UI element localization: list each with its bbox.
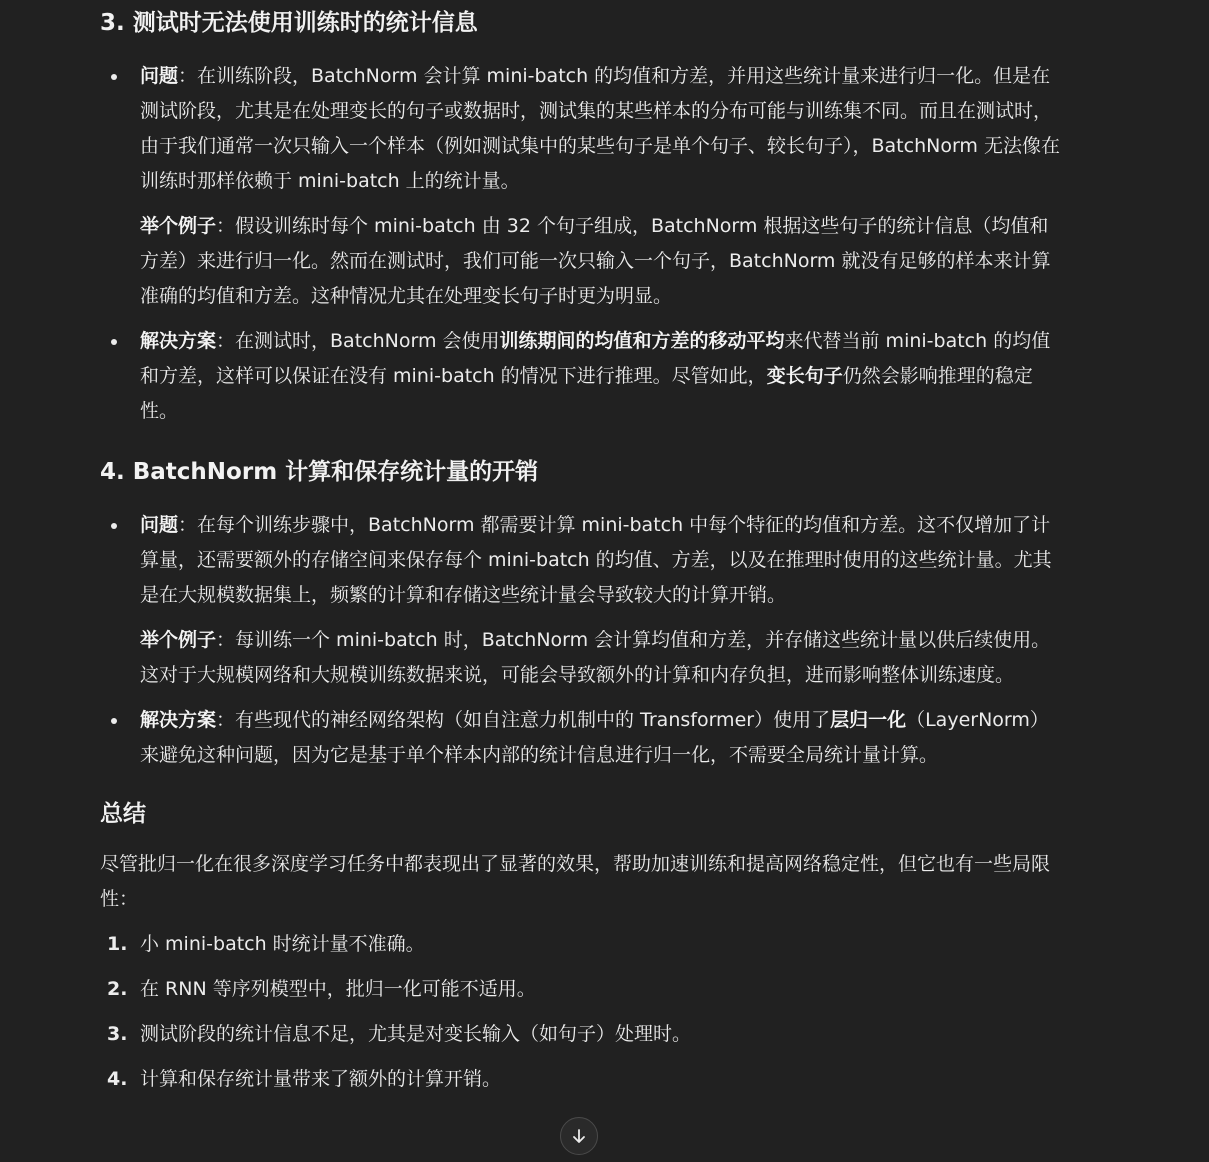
solution-label: 解决方案 xyxy=(140,709,217,731)
solution-bold-a: 训练期间的均值和方差的移动平均 xyxy=(499,330,785,352)
section-3-problem-paragraph xyxy=(140,59,1062,199)
section-4-solution-item xyxy=(100,703,1062,773)
list-number: 4. xyxy=(107,1068,128,1090)
example-text: ：每训练一个 mini-batch 时，BatchNorm 会计算均值和方差，并存储这些统计量以供后续使用。这对于大规模网络和大规模训练数据来说，可能会导致额外的计算和内存负担，进而影响整体训练速度。 xyxy=(140,629,1051,686)
problem-text: ：在每个训练步骤中，BatchNorm 都需要计算 mini-batch 中每个特征的均值和方差。这不仅增加了计算量，还需要额外的存储空间来保存每个 mini-batch 的均值、方差，以及在推理时使用的这些统计量。尤其是在大规模数据集上，频繁的计算和存储这些统计量会导致较大的计算开销。 xyxy=(140,514,1052,606)
list-item-text: 计算和保存统计量带来了额外的计算开销。 xyxy=(140,1068,502,1090)
example-text: ：假设训练时每个 mini-batch 由 32 个句子组成，BatchNorm 根据这些句子的统计信息（均值和方差）来进行归一化。然而在测试时，我们可能一次只输入一个句子，BatchNorm 就没有足够的样本来计算准确的均值和方差。这种情况尤其在处理变长句子时更为明显。 xyxy=(140,215,1051,307)
section-4-problem-item xyxy=(100,508,1062,693)
solution-text-b: 来代替当前 mini-batch 的均值和方差，这样可以保证在没有 mini-batch 的情况下进行推理。尽管如此， xyxy=(140,330,1051,387)
problem-label: 问题 xyxy=(140,514,179,536)
section-4-heading: 4. BatchNorm 计算和保存统计量的开销 xyxy=(100,459,539,485)
summary-intro: 尽管批归一化在很多深度学习任务中都表现出了显著的效果，帮助加速训练和提高网络稳定性，但它也有一些局限性： xyxy=(100,853,1051,910)
summary-list xyxy=(100,927,1062,1097)
section-3-problem-item xyxy=(100,59,1062,314)
section-4-problem-paragraph xyxy=(140,508,1062,613)
section-3-solution-item xyxy=(100,324,1062,429)
section-4-solution-paragraph xyxy=(140,703,1062,773)
summary-list-item xyxy=(100,927,1062,962)
section-3-heading: 3. 测试时无法使用训练时的统计信息 xyxy=(100,10,478,36)
list-item-text: 在 RNN 等序列模型中，批归一化可能不适用。 xyxy=(140,978,536,1000)
summary-list-item xyxy=(100,1062,1062,1097)
example-label: 举个例子 xyxy=(140,629,217,651)
solution-text-c: 仍然会影响推理的稳定性。 xyxy=(140,365,1033,422)
summary-heading: 总结 xyxy=(100,801,146,827)
example-label: 举个例子 xyxy=(140,215,217,237)
section-3-solution-paragraph xyxy=(140,324,1062,429)
solution-bold-a: 层归一化 xyxy=(830,709,907,731)
section-4-example-paragraph xyxy=(140,623,1062,693)
arrow-down-icon xyxy=(570,1127,588,1145)
solution-text-b: （LayerNorm）来避免这种问题，因为它是基于单个样本内部的统计信息进行归一化，不需要全局统计量计算。 xyxy=(140,709,1049,766)
summary-list-item xyxy=(100,972,1062,1007)
section-3-example-paragraph xyxy=(140,209,1062,314)
list-number: 3. xyxy=(107,1023,128,1045)
scroll-to-bottom-button[interactable] xyxy=(560,1117,598,1155)
list-item-text: 测试阶段的统计信息不足，尤其是对变长输入（如句子）处理时。 xyxy=(140,1023,692,1045)
section-4-list xyxy=(100,508,1062,773)
list-number: 1. xyxy=(107,933,128,955)
problem-text: ：在训练阶段，BatchNorm 会计算 mini-batch 的均值和方差，并用这些统计量来进行归一化。但是在测试阶段，尤其是在处理变长的句子或数据时，测试集的某些样本的分布可能与训练集不同。而且在测试时，由于我们通常一次只输入一个样本（例如测试集中的某些句子是单个句子、较长句子），BatchNorm 无法像在训练时那样依赖于 mini-batch 上的统计量。 xyxy=(140,65,1060,192)
solution-bold-b: 变长句子 xyxy=(766,365,843,387)
solution-text-a: ：有些现代的神经网络架构（如自注意力机制中的 Transformer）使用了 xyxy=(216,709,831,731)
section-3-list xyxy=(100,59,1062,429)
summary-list-item xyxy=(100,1017,1062,1052)
chat-message-content xyxy=(100,0,1062,1107)
list-item-text: 小 mini-batch 时统计量不准确。 xyxy=(140,933,425,955)
solution-label: 解决方案 xyxy=(140,330,217,352)
solution-text-a: ：在测试时，BatchNorm 会使用 xyxy=(216,330,500,352)
problem-label: 问题 xyxy=(140,65,179,87)
list-number: 2. xyxy=(107,978,128,1000)
